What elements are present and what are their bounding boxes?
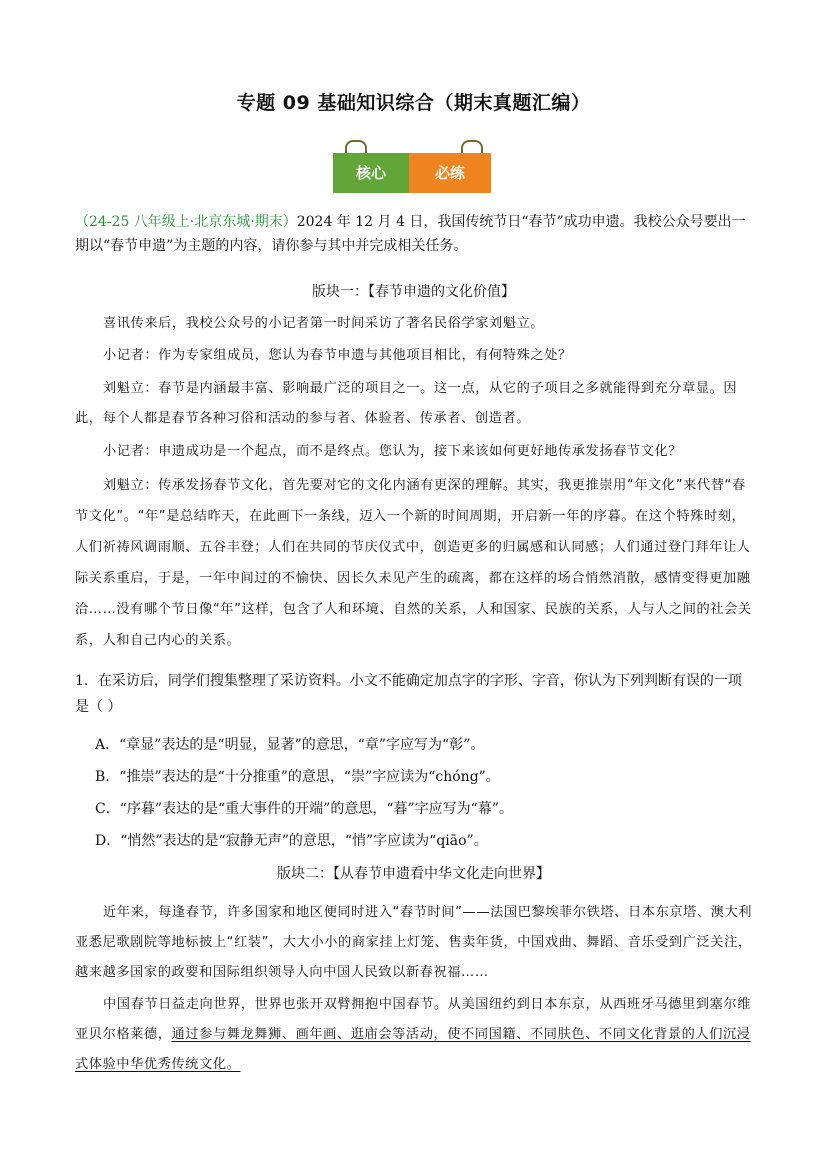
section2-p1: 近年来，每逢春节，许多国家和地区便同时进入“春节时间”——法国巴黎埃菲尔铁塔、日本东京塔、澳大利亚悉尼歌剧院等地标披上“红装”，大大小小的商家挂上灯笼、售卖年货，中国戏曲、舞蹈、音乐受到广泛关注，越来越多国家的政要和国际组织领导人向中国人民致以新春祝福…… bbox=[75, 905, 753, 980]
section1-heading: 版块一：【春节申遗的文化价值】 bbox=[312, 284, 515, 300]
option-c: C．“序暮”表达的是“重大事件的开端”的意思，“暮”字应写为“幕”。 bbox=[95, 801, 513, 817]
section1-p4: 小记者：申遗成功是一个起点，而不是终点。您认为，接下来该如何更好地传承发扬春节文化？ bbox=[103, 444, 683, 459]
section1-p5: 刘魁立：传承发扬春节文化，首先要对它的文化内涵有更深的理解。其实，我更推崇用“年文化”来代替“春节文化”。“年”是总结昨天，在此画下一条线，迈入一个新的时间周期，开启新一年的序暮。在这个特殊时刻，人们祈祷风调雨顺、五谷丰登；人们在共同的节庆仪式中，创造更多的归属感和认同感；人们通过登门拜年让人际关系重启，于是，一年中间过的不愉快、因长久未见产生的疏离，都在这样的场合悄然消散，感情变得更加融洽……没有哪个节日像“年”这样，包含了人和环境、自然的关系，人和国家、民族的关系，人与人之间的社会关系，人和自己内心的关系。 bbox=[75, 478, 752, 648]
option-d: D．“悄然”表达的是“寂静无声”的意思，“悄”字应读为“qiāo”。 bbox=[95, 833, 488, 849]
question1-stem: 1．在采访后，同学们搜集整理了采访资料。小文不能确定加点字的字形、字音，你认为下列判断有误的一项是（ ） bbox=[75, 673, 742, 715]
option-b: B．“推崇”表达的是“十分推重”的意思，“崇”字应读为“chóng”。 bbox=[95, 769, 500, 785]
section2-p2-text: 中国春节日益走向世界，世界也张开双臂拥抱中国春节。从美国纽约到日本东京，从西班牙马德里到塞尔维亚贝尔格莱德， bbox=[75, 997, 752, 1042]
core-practice-badge bbox=[333, 138, 493, 194]
badge-right-label: 必练 bbox=[409, 153, 491, 193]
section2-p2 bbox=[75, 990, 755, 1080]
section1-p1: 喜讯传来后，我校公众号的小记者第一时间采访了著名民俗学家刘魁立。 bbox=[103, 316, 545, 331]
intro-text: 2024 年 12 月 4 日，我国传统节日“春节”成功申遗。我校公众号要出一期以“春节申遗”为主题的内容，请你参与其中并完成相关任务。 bbox=[75, 214, 746, 254]
question-source: （24-25 八年级上·北京东城·期末） bbox=[75, 214, 297, 230]
intro-paragraph bbox=[75, 210, 755, 258]
section1-p2: 小记者：作为专家组成员，您认为春节申遗与其他项目相比，有何特殊之处？ bbox=[103, 348, 572, 363]
underlined-sentence: 通过参与舞龙舞狮、画年画、逛庙会等活动，使不同国籍、不同肤色、不同文化背景的人们沉浸式体验中华优秀传统文化。 bbox=[75, 1027, 751, 1072]
section1-p3: 刘魁立：春节是内涵最丰富、影响最广泛的项目之一。这一点，从它的子项目之多就能得到充分章显。因此，每个人都是春节各种习俗和活动的参与者、体验者、传承者、创造者。 bbox=[75, 381, 738, 426]
page-title: 专题 09 基础知识综合（期末真题汇编） bbox=[236, 92, 591, 114]
option-a: A．“章显”表达的是“明显，显著”的意思，“章”字应写为“彰”。 bbox=[95, 737, 485, 753]
badge-left-label: 核心 bbox=[333, 153, 409, 193]
section2-heading: 版块二：【从春节申遗看中华文化走向世界】 bbox=[277, 866, 550, 882]
